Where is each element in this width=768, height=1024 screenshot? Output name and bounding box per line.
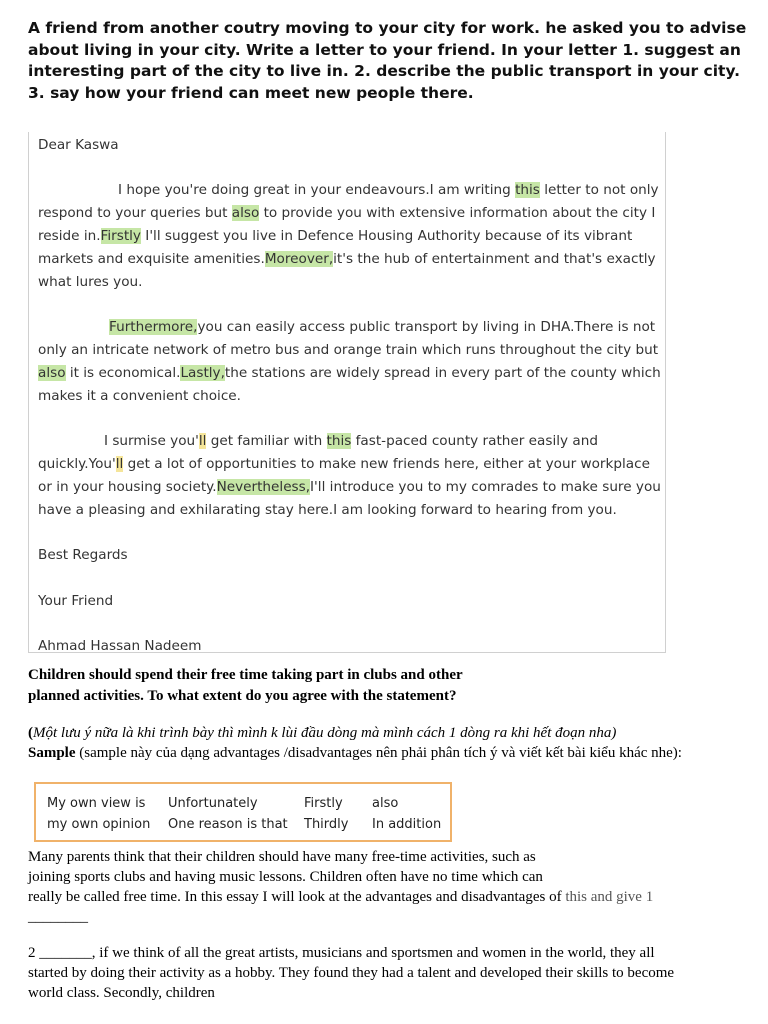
- highlight: Nevertheless,: [216, 479, 311, 495]
- text: I'll introduce you to my comrades to make sure you: [310, 479, 661, 495]
- letter-p3-line4: have a pleasing and exhilarating stay here.I am looking forward to hearing from you.: [38, 502, 617, 518]
- essay-question: [28, 665, 548, 707]
- sample-text: (sample này của dạng advantages /disadvantages nên phải phân tích ý và viết kết bài kiểu khác nhe):: [75, 745, 682, 761]
- essay-body-paragraph: [28, 943, 748, 1003]
- para-line: world class. Secondly, children: [28, 985, 215, 1001]
- text: reside in.: [38, 228, 101, 244]
- essay-intro-paragraph: [28, 847, 758, 927]
- letter-sign-your-friend: Your Friend: [38, 593, 114, 609]
- text: this and give 1: [565, 889, 654, 905]
- sample-label: Sample: [28, 745, 76, 761]
- word-cell: my own opinion: [47, 817, 151, 832]
- text: really be called free time. In this essay I will look at the advantages and disadvantages of: [28, 889, 566, 905]
- text: get familiar with: [206, 433, 327, 449]
- highlight: also: [231, 205, 260, 221]
- letter-p1-line1: [118, 179, 659, 202]
- para-line-blank: ________: [28, 909, 88, 925]
- text: markets and exquisite amenities.: [38, 251, 265, 267]
- text: the stations are widely spread in every part of the county which: [224, 365, 661, 381]
- letter-p3-line1: [104, 430, 598, 453]
- letter-p2-line2: only an intricate network of metro bus and orange train which runs throughout the city but: [38, 342, 659, 358]
- para-line: started by doing their activity as a hobby. They found they had a talent and developed their skills to become: [28, 965, 675, 981]
- note-text: Một lưu ý nữa là khi trình bày thì mình k lùi đầu dòng mà mình cách 1 dòng ra khi hết đoạn nha): [33, 725, 617, 741]
- letter-p1-line4: [38, 248, 656, 271]
- text: get a lot of opportunities to make new friends here, either at your workplace: [123, 456, 650, 472]
- sample-line: [28, 743, 758, 763]
- word-cell: Unfortunately: [168, 796, 258, 811]
- text: it is economical.: [65, 365, 181, 381]
- word-cell: One reason is that: [168, 817, 288, 832]
- highlight: Moreover,: [264, 251, 334, 267]
- letter-p3-line2: [38, 453, 650, 476]
- text: letter to not only: [539, 182, 659, 198]
- letter-signature-name: Ahmad Hassan Nadeem: [38, 638, 202, 654]
- letter-p2-line3: [38, 362, 661, 385]
- letter-p1-line2: [38, 202, 655, 225]
- text: fast-paced county rather easily and: [351, 433, 598, 449]
- essay-question-line1: Children should spend their free time taking part in clubs and other: [28, 667, 463, 683]
- word-cell: Firstly: [304, 796, 343, 811]
- letter-closing: Best Regards: [38, 547, 128, 563]
- para-line: Many parents think that their children should have many free-time activities, such as: [28, 849, 536, 865]
- highlight: ll: [115, 456, 124, 472]
- text: I surmise you': [104, 433, 199, 449]
- text: quickly.You': [38, 456, 116, 472]
- task-prompt: A friend from another coutry moving to your city for work. he asked you to advise about living in your city. Write a letter to your friend. In your letter 1. suggest an interesting part of the city to live in. 2. describe the public transport in your city. 3. say how your friend can meet new people there.: [28, 19, 747, 102]
- highlight: also: [38, 365, 66, 381]
- highlight: this: [515, 182, 540, 198]
- letter-p1-line3: [38, 225, 632, 248]
- formatting-note: [28, 723, 758, 743]
- text: I'll suggest you live in Defence Housing Authority because of its vibrant: [140, 228, 633, 244]
- word-cell: Thirdly: [304, 817, 349, 832]
- text: or in your housing society.: [38, 479, 217, 495]
- word-cell: also: [372, 796, 399, 811]
- letter-p1-line5: what lures you.: [38, 274, 143, 290]
- para-line: 2 _______, if we think of all the great artists, musicians and sportsmen and women in the world, they all: [28, 945, 655, 961]
- word-cell: My own view is: [47, 796, 146, 811]
- letter-p2-line1: [109, 316, 655, 339]
- para-line: joining sports clubs and having music lessons. Children often have no time which can: [28, 869, 543, 885]
- highlight: this: [326, 433, 352, 449]
- text: you can easily access public transport by living in DHA.There is not: [197, 319, 656, 335]
- letter-greeting: Dear Kaswa: [38, 137, 119, 153]
- letter-image: [28, 132, 666, 653]
- letter-p2-line4: makes it a convenient choice.: [38, 388, 241, 404]
- essay-question-line2: planned activities. To what extent do you agree with the statement?: [28, 688, 457, 704]
- note-paren: (: [28, 725, 33, 741]
- highlight: Furthermore,: [109, 319, 198, 335]
- highlight: Firstly: [100, 228, 141, 244]
- text: I hope you're doing great in your endeavours.I am writing: [118, 182, 516, 198]
- linking-words-box: [34, 782, 452, 842]
- text: it's the hub of entertainment and that's exactly: [333, 251, 656, 267]
- text: respond to your queries but: [38, 205, 232, 221]
- highlight: ll: [198, 433, 207, 449]
- letter-p3-line3: [38, 476, 661, 499]
- para-line: [28, 887, 758, 907]
- word-cell: In addition: [372, 817, 442, 832]
- text: to provide you with extensive information about the city I: [259, 205, 656, 221]
- highlight: Lastly,: [180, 365, 225, 381]
